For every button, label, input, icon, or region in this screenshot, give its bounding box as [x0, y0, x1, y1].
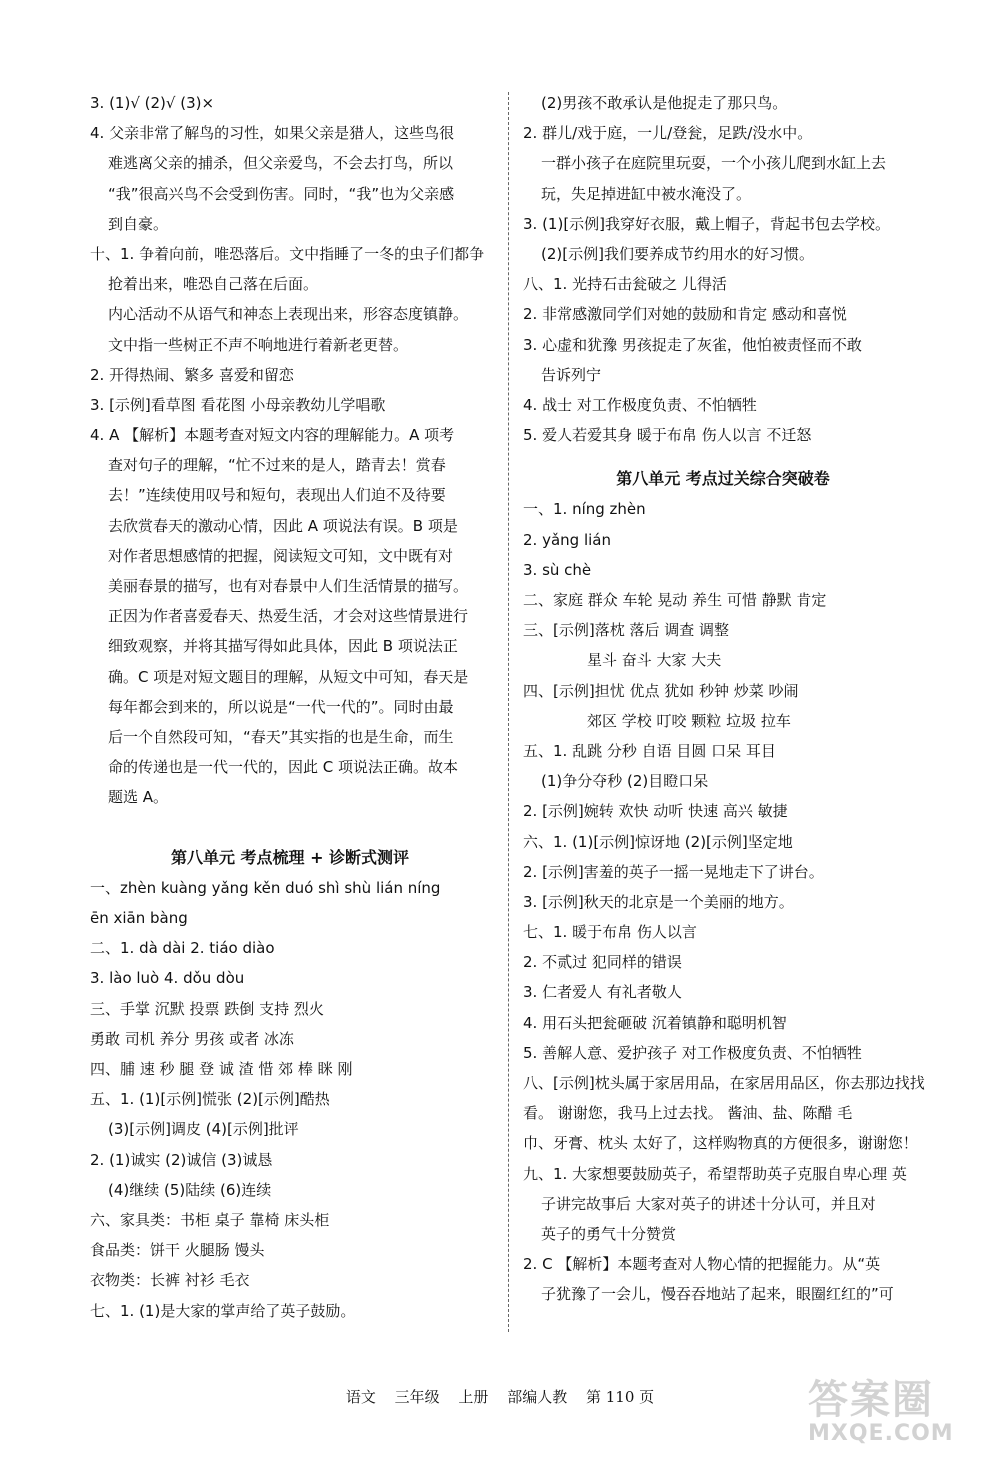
answer-line: 三、手掌 沉默 投票 跌倒 支持 烈火: [90, 999, 324, 1018]
answer-line: 3. (1)√ (2)√ (3)×: [90, 94, 215, 112]
answer-line: 八、1. 光持石击瓮破之 儿得活: [523, 275, 727, 294]
answer-line: 四、脯 速 秒 腿 登 诚 渣 惜 郊 棒 眯 刚: [90, 1060, 353, 1078]
answer-line: 3. sù chè: [523, 560, 592, 579]
answer-line: 郊区 学校 叮咬 颗粒 垃圾 拉车: [587, 711, 791, 730]
answer-line: 美丽春景的描写，也有对春景中人们生活情景的描写。: [108, 577, 469, 595]
answer-line: 4. 用石头把瓮砸破 沉着镇静和聪明机智: [523, 1013, 787, 1032]
answer-line: 2. (1)诚实 (2)诚信 (3)诚恳: [90, 1150, 273, 1169]
answer-line: 四、[示例]担忧 优点 犹如 秒钟 炒菜 吵闹: [523, 681, 799, 700]
watermark-url: MXQE.COM: [808, 1421, 954, 1446]
answer-line: 六、家具类：书柜 桌子 靠椅 床头柜: [90, 1210, 330, 1229]
section-heading: 第八单元 考点梳理 + 诊断式测评: [170, 847, 410, 867]
answer-line: 一群小孩子在庭院里玩耍，一个小孩儿爬到水缸上去: [541, 154, 887, 173]
answer-line: 3. [示例]秋天的北京是一个美丽的地方。: [523, 892, 794, 911]
answer-line: 英子的勇气十分赞赏: [541, 1224, 677, 1243]
answer-line: 去欣赏春天的激动心情，因此 A 项说法有误。B 项是: [108, 516, 458, 535]
answer-line: 文中指一些树正不声不响地进行着新老更替。: [108, 335, 409, 354]
spacer: [523, 450, 923, 464]
answer-line: 内心活动不从语气和神态上表现出来，形容态度镇静。: [108, 305, 469, 324]
answer-line: 十、1. 争着向前，唯恐落后。文中指睡了一冬的虫子们都争: [90, 244, 485, 263]
answer-line: 八、[示例]枕头属于家居用品，在家居用品区，你去那边找找: [523, 1074, 925, 1092]
answer-line: 4. 父亲非常了解鸟的习性，如果父亲是猎人，这些鸟很: [90, 124, 455, 143]
answer-line: 2. yǎng lián: [523, 530, 611, 549]
answer-line: 五、1. 乱跳 分秒 自语 目圆 口呆 耳目: [523, 741, 776, 760]
answer-line: 3. 心虚和犹豫 男孩捉走了灰雀，他怕被责怪而不敢: [523, 335, 862, 354]
answer-line: 5. 爱人若爱其身 暖于布帛 伤人以言 不迁怒: [523, 426, 812, 445]
answer-line: (4)继续 (5)陆续 (6)连续: [108, 1180, 272, 1199]
answer-line: 衣物类：长裤 衬衫 毛衣: [90, 1271, 250, 1290]
footer-page-number: 第 110 页: [586, 1388, 655, 1406]
footer-edition: 部编人教: [507, 1388, 568, 1406]
answer-line: 正因为作者喜爱春天、热爱生活，才会对这些情景进行: [108, 607, 469, 626]
answer-line: 星斗 奋斗 大家 大夫: [587, 651, 722, 670]
answer-line: 子犹豫了一会儿，慢吞吞地站了起来，眼圈红红的”可: [541, 1285, 894, 1304]
answer-line: 3. lào luò 4. dǒu dòu: [90, 969, 245, 988]
answer-line: 3. (1)[示例]我穿好衣服，戴上帽子，背起书包去学校。: [523, 214, 891, 233]
answer-line: 2. 非常感激同学们对她的鼓励和肯定 感动和喜悦: [523, 305, 847, 324]
answer-line: 2. 开得热闹、繁多 喜爱和留恋: [90, 365, 294, 384]
answer-line: 去！”连续使用叹号和短句，表现出人们迫不及待要: [108, 486, 446, 505]
answer-line: 一、zhèn kuàng yǎng kěn duó shì shù lián níng: [90, 878, 441, 897]
answer-line: 食品类：饼干 火腿肠 馒头: [90, 1241, 265, 1260]
answer-line: “我”很高兴鸟不会受到伤害。同时，“我”也为父亲感: [108, 184, 455, 203]
answer-line: 六、1. (1)[示例]惊讶地 (2)[示例]坚定地: [523, 832, 793, 851]
answer-line: 后一个自然段可知，“春天”其实指的也是生命，而生: [108, 727, 454, 746]
section-heading: 第八单元 考点过关综合突破卷: [616, 469, 830, 489]
answer-line: 4. A 【解析】本题考查对短文内容的理解能力。A 项考: [90, 426, 455, 445]
answer-line: 确。C 项是对短文题目的理解，从短文中可知，春天是: [108, 667, 469, 686]
answer-line: 巾、牙膏、枕头 太好了，这样购物真的方便很多，谢谢您！: [523, 1134, 918, 1153]
answer-line: 2. [示例]害羞的英子一摇一晃地走下了讲台。: [523, 862, 824, 881]
answer-line: 2. [示例]婉转 欢快 动听 快速 高兴 敏捷: [523, 802, 788, 821]
answer-line: 勇敢 司机 养分 男孩 或者 冰冻: [90, 1029, 294, 1048]
answer-line: 细致观察，并将其描写得如此具体，因此 B 项说法正: [108, 637, 458, 656]
answer-line: 一、1. níng zhèn: [523, 500, 646, 519]
answer-line: 题选 A。: [108, 788, 169, 807]
left-column: [90, 88, 490, 1326]
answer-line: 3. 仁者爱人 有礼者敬人: [523, 983, 682, 1002]
answer-line: 到自豪。: [108, 214, 169, 233]
answer-line: 查对句子的理解，“忙不过来的是人，踏青去！赏春: [108, 456, 446, 475]
watermark-title: 答案圈: [808, 1377, 934, 1423]
watermark-logo: [808, 1378, 968, 1452]
answer-line: (2)[示例]我们要养成节约用水的好习惯。: [541, 244, 814, 263]
answer-line: 2. 群儿/戏于庭，一儿/登瓮，足跌/没水中。: [523, 124, 813, 143]
answer-line: 看。 谢谢您，我马上过去找。 酱油、盐、陈醋 毛: [523, 1104, 853, 1123]
answer-line: 二、1. dà dài 2. tiáo diào: [90, 939, 275, 958]
answer-line: 3. [示例]看草图 看花图 小母亲教幼儿学唱歌: [90, 395, 386, 414]
answer-line: 二、家庭 群众 车轮 晃动 养生 可惜 静默 肯定: [523, 591, 827, 609]
footer-subject: 语文: [345, 1388, 376, 1406]
footer-grade: 三年级: [394, 1388, 440, 1406]
answer-line: 玩，失足掉进缸中被水淹没了。: [541, 184, 752, 203]
answer-line: 九、1. 大家想要鼓励英子，希望帮助英子克服自卑心理 英: [523, 1164, 907, 1183]
answer-line: 七、1. 暖于布帛 伤人以言: [523, 923, 697, 942]
spacer: [90, 813, 490, 843]
answer-line: ēn xiān bàng: [90, 909, 188, 928]
answer-line: 告诉列宁: [541, 365, 602, 384]
column-divider: [508, 92, 509, 1332]
answer-line: 三、[示例]落枕 落后 调查 调整: [523, 621, 730, 640]
answer-line: 子讲完故事后 大家对英子的讲述十分认可，并且对: [541, 1194, 876, 1213]
answer-line: 2. 不贰过 犯同样的错误: [523, 953, 682, 972]
answer-line: 4. 战士 对工作极度负责、不怕牺牲: [523, 395, 757, 414]
answer-line: (3)[示例]调皮 (4)[示例]批评: [108, 1120, 299, 1139]
answer-line: 难逃离父亲的捕杀，但父亲爱鸟，不会去打鸟，所以: [108, 154, 454, 173]
right-column: [523, 88, 923, 1310]
answer-line: 对作者思想感情的把握，阅读短文可知，文中既有对: [108, 546, 454, 565]
answer-line: 命的传递也是一代一代的，因此 C 项说法正确。故本: [108, 758, 459, 777]
answer-line: 5. 善解人意、爱护孩子 对工作极度负责、不怕牺牲: [523, 1043, 862, 1062]
answer-line: 五、1. (1)[示例]慌张 (2)[示例]酷热: [90, 1090, 330, 1109]
answer-line: 七、1. (1)是大家的掌声给了英子鼓励。: [90, 1301, 356, 1320]
answer-line: 2. C 【解析】本题考查对人物心情的把握能力。从“英: [523, 1255, 881, 1274]
answer-line: 每年都会到来的，所以说是“一代一代的”。同时由最: [108, 697, 454, 716]
answer-line: 抢着出来，唯恐自己落在后面。: [108, 275, 319, 294]
footer-volume: 上册: [458, 1388, 489, 1406]
answer-line: (1)争分夺秒 (2)目瞪口呆: [541, 772, 709, 791]
answer-line: (2)男孩不敢承认是他捉走了那只鸟。: [541, 94, 788, 112]
